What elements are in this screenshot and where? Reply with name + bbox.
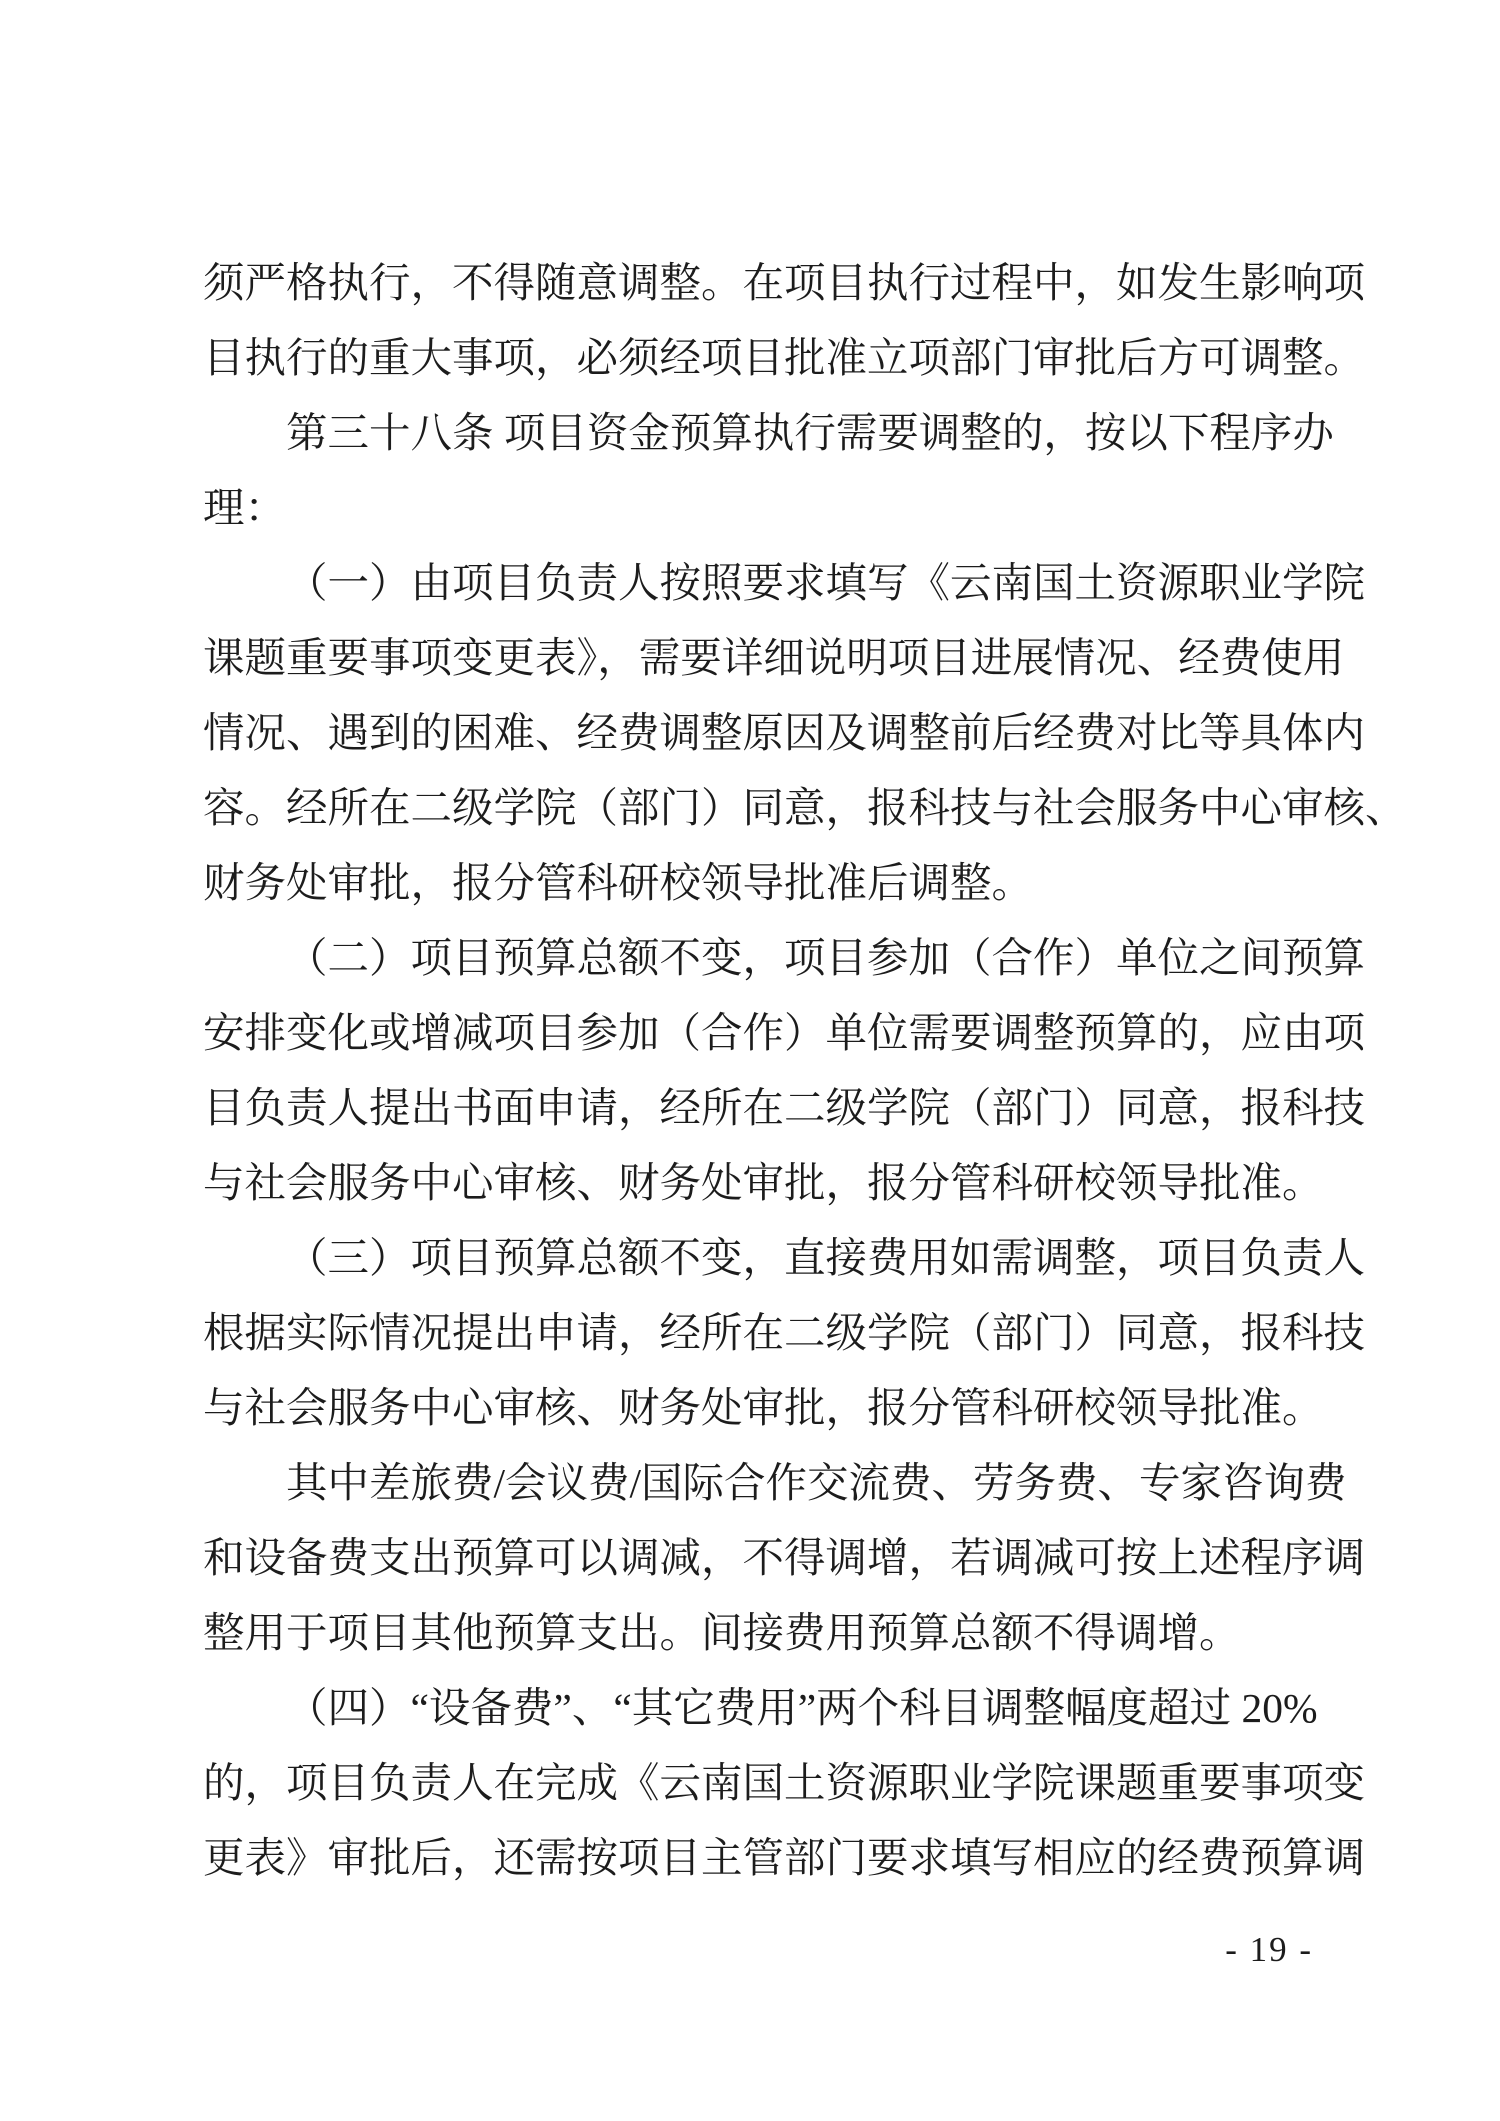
document-line: （二）项目预算总额不变，项目参加（合作）单位之间预算 — [286, 935, 1366, 981]
document-line: 与社会服务中心审核、财务处审批，报分管科研校领导批准。 — [203, 1160, 1324, 1206]
document-line: 与社会服务中心审核、财务处审批，报分管科研校领导批准。 — [203, 1385, 1324, 1431]
document-line: 其中差旅费/会议费/国际合作交流费、劳务费、专家咨询费 — [286, 1460, 1347, 1506]
document-line: 第三十八条 项目资金预算执行需要调整的，按以下程序办 — [286, 410, 1334, 456]
document-line: 的，项目负责人在完成《云南国土资源职业学院课题重要事项变 — [203, 1760, 1366, 1806]
document-line: （三）项目预算总额不变，直接费用如需调整，项目负责人 — [286, 1235, 1366, 1281]
document-line: 情况、遇到的困难、经费调整原因及调整前后经费对比等具体内 — [203, 710, 1366, 756]
document-line: 目执行的重大事项，必须经项目批准立项部门审批后方可调整。 — [203, 335, 1366, 381]
document-line: 须严格执行，不得随意调整。在项目执行过程中，如发生影响项 — [203, 260, 1366, 306]
page-number: - 19 - — [1225, 1930, 1313, 1969]
document-line: 课题重要事项变更表》，需要详细说明项目进展情况、经费使用 — [203, 635, 1345, 681]
document-line: 整用于项目其他预算支出。间接费用预算总额不得调增。 — [203, 1610, 1241, 1656]
document-line: （四）“设备费”、“其它费用”两个科目调整幅度超过 20% — [286, 1685, 1318, 1731]
document-line: 容。经所在二级学院（部门）同意，报科技与社会服务中心审核、 — [203, 785, 1407, 831]
document-line: 根据实际情况提出申请，经所在二级学院（部门）同意，报科技 — [203, 1310, 1366, 1356]
document-line: （一）由项目负责人按照要求填写《云南国土资源职业学院 — [286, 560, 1366, 606]
document-line: 目负责人提出书面申请，经所在二级学院（部门）同意，报科技 — [203, 1085, 1366, 1131]
document-body — [203, 246, 1407, 1896]
document-line: 安排变化或增减项目参加（合作）单位需要调整预算的，应由项 — [203, 1010, 1366, 1056]
document-line: 和设备费支出预算可以调减，不得调增，若调减可按上述程序调 — [203, 1535, 1366, 1581]
document-line: 更表》审批后，还需按项目主管部门要求填写相应的经费预算调 — [203, 1835, 1366, 1881]
document-line: 财务处审批，报分管科研校领导批准后调整。 — [203, 860, 1034, 906]
document-line: 理： — [203, 485, 287, 531]
